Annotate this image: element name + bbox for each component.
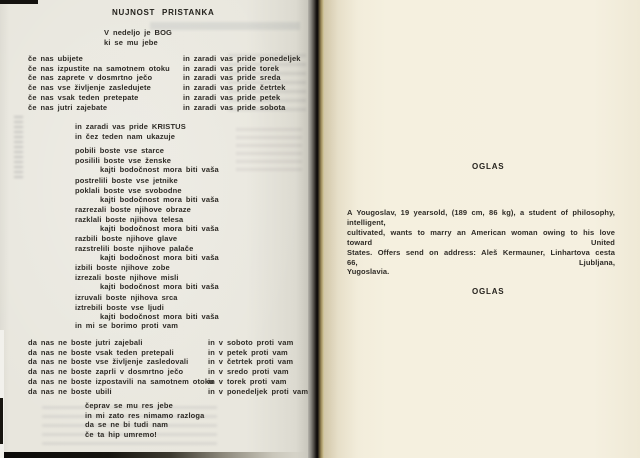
poem-line: iztrebili boste vse ljudi: [75, 302, 164, 312]
poem-line: in v ponedeljek proti vam: [208, 386, 309, 396]
poem-line: posilili boste vse ženske: [75, 155, 172, 165]
poem-line: in zaradi vas pride petek: [183, 92, 281, 102]
poem-line: če nas vsak teden pretepate: [28, 92, 139, 102]
poem-line: razstrelili boste njihove palače: [75, 243, 194, 253]
poem-line: in zaradi vas pride torek: [183, 63, 280, 73]
poem-line: in zaradi vas pride četrtek: [183, 83, 286, 93]
poem-line: če nas zaprete v dosmrtno ječo: [28, 73, 153, 83]
kristus-couplet: [75, 122, 186, 141]
poem-line: da nas ne boste izpostavili na samotnem otoku: [28, 376, 214, 386]
poem-line: da se ne bi tudi nam: [85, 420, 169, 430]
poem-line: V nedeljo je BOG: [104, 28, 173, 37]
conditions-not-column: [28, 338, 214, 396]
poem-line: ki se mu jebe: [104, 37, 158, 47]
right-page: [324, 0, 640, 458]
ad-line: States. Offers send on address: Aleš Kermauner, Linhartova cesta 66, Ljubljana,: [347, 247, 615, 267]
oglas-heading-top: OGLAS: [472, 162, 505, 171]
days-come-column: [183, 54, 301, 112]
scan-edge-mark: [0, 398, 3, 444]
poem-line: razklali boste njihova telesa: [75, 214, 184, 224]
ad-line: A Yougoslav, 19 yearsold, (189 cm, 86 kg), a student of philosophy, intelligent,: [347, 208, 615, 227]
poem-stanza: [75, 234, 219, 263]
poem-title: NUJNOST PRISTANKA: [112, 8, 215, 17]
poem-line: če nas jutri zajebate: [28, 102, 108, 112]
poem-line: in mi zato res nimamo razloga: [85, 410, 205, 420]
poem-line: in v sredo proti vam: [208, 367, 289, 377]
poem-line: poklali boste vse svobodne: [75, 185, 182, 195]
show-through-smudge: [150, 22, 300, 30]
poem-line: in v petek proti vam: [208, 347, 288, 357]
poem-line: da nas ne boste vsak teden pretepali: [28, 347, 174, 357]
poem-line: in zaradi vas pride KRISTUS: [75, 122, 186, 131]
poem-refrain: kajti bodočnost mora biti vaša: [100, 195, 219, 204]
poem-line: če ta hip umremo!: [85, 430, 157, 440]
poem-line: in zaradi vas pride ponedeljek: [183, 54, 301, 63]
poem-line: in zaradi vas pride sreda: [183, 73, 281, 83]
poem-line: izbili boste njihove zobe: [75, 263, 170, 272]
ad-line: cultivated, wants to marry an American woman owing to his love toward United: [347, 227, 615, 247]
show-through-smudge: [236, 128, 302, 174]
poem-line: da nas ne boste ubili: [28, 386, 112, 396]
poem-line: postrelili boste vse jetnike: [75, 176, 178, 185]
poem-line: in čez teden nam ukazuje: [75, 131, 176, 141]
poem-refrain: kajti bodočnost mora biti vaša: [100, 165, 219, 174]
poem-line: in v četrtek proti vam: [208, 357, 294, 367]
poem-stanza: [75, 293, 219, 322]
oglas-heading-bottom: OGLAS: [472, 287, 505, 296]
poem-line: če nas ubijete: [28, 54, 83, 63]
poem-line: in v soboto proti vam: [208, 338, 294, 347]
scan-edge-mark: [0, 452, 310, 458]
poem-refrain: kajti bodočnost mora biti vaša: [100, 282, 219, 291]
poem-line: če nas izpustite na samotnem otoku: [28, 63, 170, 73]
poem-stanza: [75, 146, 219, 175]
poem-line: da nas ne boste zaprli v dosmrtno ječo: [28, 367, 184, 377]
poem-line: da nas ne boste jutri zajebali: [28, 338, 143, 347]
conditions-if-column: [28, 54, 170, 112]
poem-line: izrezali boste njihove misli: [75, 272, 179, 282]
poem-refrain: kajti bodočnost mora biti vaša: [100, 312, 219, 321]
poem-refrain: kajti bodočnost mora biti vaša: [100, 253, 219, 262]
poem-line: čeprav se mu res jebe: [85, 401, 173, 410]
ad-paragraph: [347, 208, 615, 277]
borimo-line: in mi se borimo proti vam: [75, 321, 179, 330]
poem-intro: [104, 28, 172, 47]
poem-line: in v torek proti vam: [208, 376, 287, 386]
left-page: [0, 0, 308, 458]
scan-edge-mark: [0, 0, 38, 4]
poem-line: pobili boste vse starce: [75, 146, 165, 155]
poem-refrain: kajti bodočnost mora biti vaša: [100, 224, 219, 233]
poem-line: razrezali boste njihove obraze: [75, 205, 191, 214]
poem-stanza: [75, 263, 219, 292]
book-spine: [308, 0, 324, 458]
poem-line: da nas ne boste vse življenje zasledovali: [28, 357, 189, 367]
poem-stanza: [75, 176, 219, 205]
show-through-smudge: [14, 116, 23, 180]
poem-stanza: [75, 205, 219, 234]
poem-line: če nas vse življenje zasledujete: [28, 83, 151, 93]
poem-line: izruvali boste njihova srca: [75, 293, 178, 302]
ad-line: Yugoslavia.: [347, 267, 390, 277]
poem-coda: [85, 401, 204, 440]
poem-line: razbili boste njihove glave: [75, 234, 178, 243]
days-against-column: [208, 338, 308, 396]
poem-line: in zaradi vas pride sobota: [183, 102, 286, 112]
